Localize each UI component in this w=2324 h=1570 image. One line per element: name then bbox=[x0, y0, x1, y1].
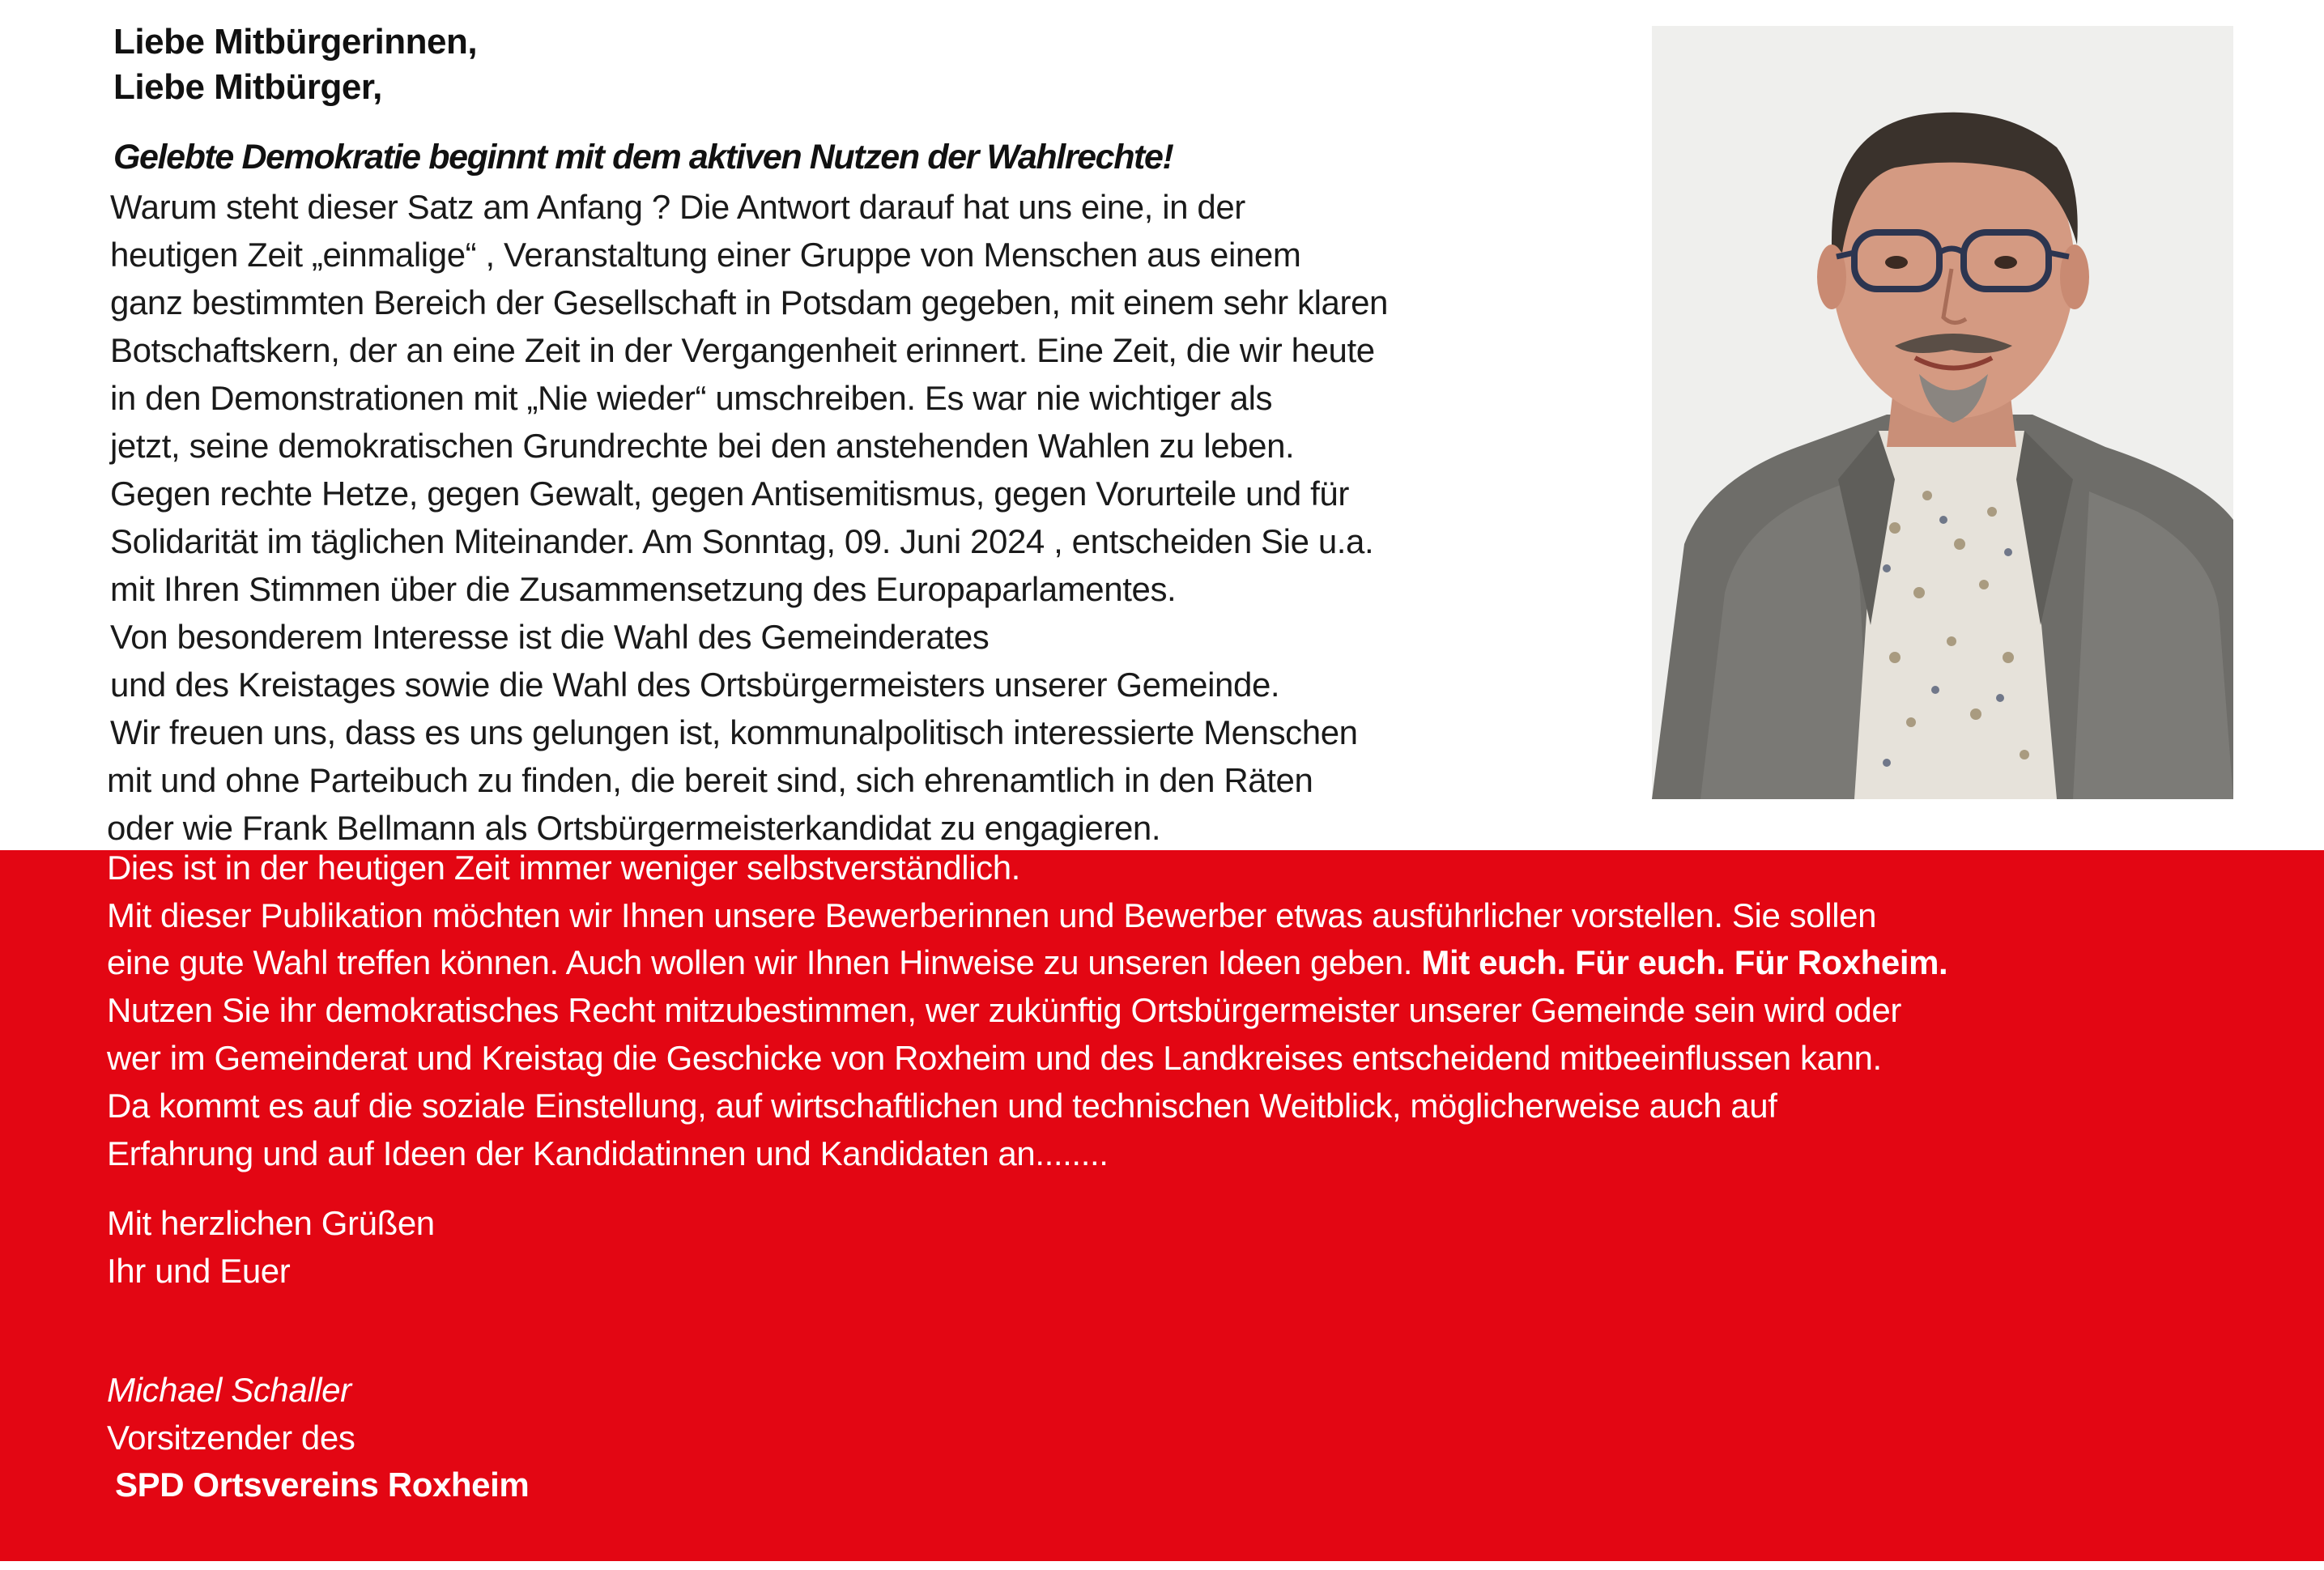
slogan: Mit euch. Für euch. Für Roxheim. bbox=[1421, 943, 1948, 981]
body-line: Wir freuen uns, dass es uns gelungen ist, kommunalpolitisch interessierte Menschen bbox=[110, 713, 1358, 751]
body-line: oder wie Frank Bellmann als Ortsbürgermeisterkandidat zu engagieren. bbox=[107, 809, 1161, 847]
body-line: ganz bestimmten Bereich der Gesellschaft in Potsdam gegeben, mit einem sehr klaren bbox=[110, 283, 1389, 321]
portrait-photo bbox=[1652, 26, 2233, 799]
body-line: Dies ist in der heutigen Zeit immer weniger selbstverständlich. bbox=[107, 849, 1020, 887]
body-line: in den Demonstrationen mit „Nie wieder“ umschreiben. Es war nie wichtiger als bbox=[110, 379, 1273, 417]
body-line: wer im Gemeinderat und Kreistag die Geschicke von Roxheim und des Landkreises entscheidend mitbeeinflussen kann. bbox=[107, 1039, 1882, 1077]
body-line: Erfahrung und auf Ideen der Kandidatinnen und Kandidaten an........ bbox=[107, 1134, 1109, 1172]
body-line: Gegen rechte Hetze, gegen Gewalt, gegen Antisemitismus, gegen Vorurteile und für bbox=[110, 474, 1349, 513]
body-line: Mit dieser Publikation möchten wir Ihnen unsere Bewerberinnen und Bewerber etwas ausführlicher vorstellen. Sie sollen bbox=[107, 896, 1877, 934]
body-line: Botschaftskern, der an eine Zeit in der Vergangenheit erinnert. Eine Zeit, die wir heute bbox=[110, 331, 1375, 369]
body-line: Nutzen Sie ihr demokratisches Recht mitzubestimmen, wer zukünftig Ortsbürgermeister unserer Gemeinde sein wird oder bbox=[107, 991, 1901, 1029]
signature-name: Michael Schaller bbox=[107, 1371, 351, 1409]
body-line: mit und ohne Parteibuch zu finden, die bereit sind, sich ehrenamtlich in den Räten bbox=[107, 761, 1313, 799]
body-line: Warum steht dieser Satz am Anfang ? Die Antwort darauf hat uns eine, in der bbox=[110, 188, 1245, 226]
body-line: mit Ihren Stimmen über die Zusammensetzung des Europaparlamentes. bbox=[110, 570, 1177, 608]
body-line: und des Kreistages sowie die Wahl des Ortsbürgermeisters unserer Gemeinde. bbox=[110, 666, 1280, 704]
body-line: jetzt, seine demokratischen Grundrechte bei den anstehenden Wahlen zu leben. bbox=[110, 427, 1295, 465]
greeting-line-2: Liebe Mitbürger, bbox=[113, 67, 382, 107]
greeting-line-1: Liebe Mitbürgerinnen, bbox=[113, 22, 478, 62]
closing-line-2: Ihr und Euer bbox=[107, 1252, 291, 1290]
body-line: heutigen Zeit „einmalige“ , Veranstaltung einer Gruppe von Menschen aus einem bbox=[110, 236, 1301, 274]
body-line: Von besonderem Interesse ist die Wahl des Gemeinderates bbox=[110, 618, 990, 656]
body-line-with-slogan bbox=[107, 940, 1947, 985]
signature-title: Vorsitzender des bbox=[107, 1419, 355, 1457]
bottom-white-strip bbox=[0, 1561, 2324, 1570]
body-line: Da kommt es auf die soziale Einstellung, auf wirtschaftlichen und technischen Weitblick, möglicherweise auch auf bbox=[107, 1087, 1777, 1125]
portrait-illustration bbox=[1652, 26, 2233, 799]
closing-line-1: Mit herzlichen Grüßen bbox=[107, 1204, 435, 1242]
signature-organization: SPD Ortsvereins Roxheim bbox=[115, 1466, 530, 1504]
headline: Gelebte Demokratie beginnt mit dem aktiven Nutzen der Wahlrechte! bbox=[113, 138, 1173, 177]
body-line: Solidarität im täglichen Miteinander. Am Sonntag, 09. Juni 2024 , entscheiden Sie u.a. bbox=[110, 522, 1374, 560]
body-line-text: eine gute Wahl treffen können. Auch wollen wir Ihnen Hinweise zu unseren Ideen geben. bbox=[107, 943, 1413, 981]
